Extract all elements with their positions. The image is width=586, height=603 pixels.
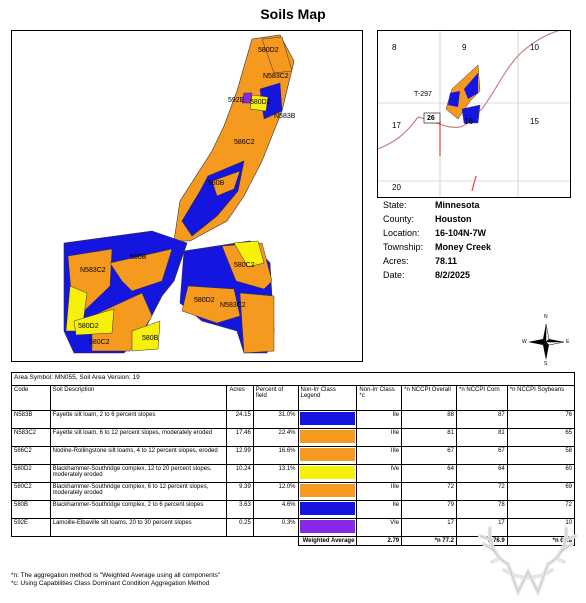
header-class-legend: Non-Irr Class Legend xyxy=(298,386,357,411)
page-title: Soils Map xyxy=(260,6,326,22)
cell-acres: 0.25 xyxy=(227,519,253,537)
footnote: *n: The aggregation method is "Weighted Average using all components" xyxy=(11,572,221,579)
table-row xyxy=(12,447,575,465)
table-row xyxy=(12,465,575,483)
township-label: Township: xyxy=(383,242,424,252)
cell-class: VIe xyxy=(357,519,402,537)
legend-swatch xyxy=(300,502,356,515)
cell-class: IIe xyxy=(357,411,402,429)
table-row xyxy=(12,483,575,501)
cell-description: Fayette silt loam, 6 to 12 percent slopes, moderately eroded xyxy=(50,429,227,447)
cell-description: Lamoille-Elbaville silt loams, 20 to 30 percent slopes xyxy=(50,519,227,537)
date-label: Date: xyxy=(383,270,405,280)
map-label: 580B xyxy=(142,335,159,342)
cell-percent: 12.0% xyxy=(253,483,298,501)
cell-percent: 31.0% xyxy=(253,411,298,429)
map-label: 580D2 xyxy=(250,99,271,106)
legend-swatch xyxy=(300,430,356,443)
soils-map-drawing xyxy=(12,31,362,361)
field-info xyxy=(383,198,491,282)
cell-corn: 81 xyxy=(456,429,507,447)
cell-corn: 64 xyxy=(456,465,507,483)
header-nccpi-soybeans: *n NCCPI Soybeans xyxy=(507,386,574,411)
location-value: 16-104N-7W xyxy=(435,228,487,238)
cell-legend-swatch xyxy=(298,447,357,465)
cell-overall: 17 xyxy=(402,519,457,537)
cell-code: 580B xyxy=(12,501,51,519)
cell-class: IIIe xyxy=(357,429,402,447)
cell-overall: 67 xyxy=(402,447,457,465)
section-label: 16 xyxy=(464,117,473,126)
cell-legend-swatch xyxy=(298,519,357,537)
footnote: *c: Using Capabilities Class Dominant Condition Aggregation Method xyxy=(11,580,210,587)
cell-percent: 4.6% xyxy=(253,501,298,519)
cell-soybeans: 65 xyxy=(507,429,574,447)
cell-code: 586C2 xyxy=(12,447,51,465)
cell-code: N583B xyxy=(12,411,51,429)
cell-code: 580D2 xyxy=(12,465,51,483)
legend-swatch xyxy=(300,484,356,497)
area-symbol-header: Area Symbol: MN055, Soil Area Version: 19 xyxy=(12,373,575,386)
cell-overall: 72 xyxy=(402,483,457,501)
location-label: Location: xyxy=(383,228,420,238)
state-value: Minnesota xyxy=(435,200,480,210)
header-description: Soil Description xyxy=(50,386,227,411)
map-label: 580C2 xyxy=(89,339,110,346)
cell-soybeans: 10 xyxy=(507,519,574,537)
map-label: 592E xyxy=(228,97,245,104)
cell-class: IIIe xyxy=(357,483,402,501)
township-value: Money Creek xyxy=(435,242,492,252)
footnotes xyxy=(11,572,220,588)
table-row xyxy=(12,429,575,447)
cell-acres: 10.24 xyxy=(227,465,253,483)
state-label: State: xyxy=(383,200,407,210)
weighted-average-label: Weighted Average xyxy=(298,537,357,546)
cell-percent: 0.3% xyxy=(253,519,298,537)
cell-class: IIe xyxy=(357,501,402,519)
header-acres: Acres xyxy=(227,386,253,411)
cell-legend-swatch xyxy=(298,411,357,429)
cell-legend-swatch xyxy=(298,501,357,519)
cell-class: IVe xyxy=(357,465,402,483)
county-value: Houston xyxy=(435,214,472,224)
map-label: 580D2 xyxy=(194,297,215,304)
map-label: 580D2 xyxy=(258,47,279,54)
map-label: 586C2 xyxy=(234,139,255,146)
cell-percent: 16.6% xyxy=(253,447,298,465)
logo-watermark xyxy=(478,514,578,598)
cell-corn: 87 xyxy=(456,411,507,429)
map-label: 580B xyxy=(208,180,225,187)
cell-soybeans: 58 xyxy=(507,447,574,465)
legend-swatch xyxy=(300,466,356,479)
soils-map[interactable] xyxy=(11,30,363,362)
section-label: 20 xyxy=(392,183,401,192)
cell-overall: 88 xyxy=(402,411,457,429)
acres-value: 78.11 xyxy=(435,256,458,266)
legend-swatch xyxy=(300,412,356,425)
compass-n: N xyxy=(544,314,548,320)
county-label: County: xyxy=(383,214,415,224)
cell-description: Blackhammer-Southridge complex, 2 to 6 percent slopes xyxy=(50,501,227,519)
header-nccpi-overall: *n NCCPI Overall xyxy=(402,386,457,411)
cell-code: 592E xyxy=(12,519,51,537)
weighted-soybeans: *n 67.8 xyxy=(507,537,574,546)
cell-acres: 9.39 xyxy=(227,483,253,501)
cell-acres: 12.99 xyxy=(227,447,253,465)
cell-soybeans: 60 xyxy=(507,465,574,483)
header-nccpi-corn: *n NCCPI Corn xyxy=(456,386,507,411)
weighted-overall: *n 77.2 xyxy=(402,537,457,546)
road-label: 26 xyxy=(427,115,435,122)
cell-corn: 17 xyxy=(456,519,507,537)
table-row xyxy=(12,411,575,429)
legend-swatch xyxy=(300,448,356,461)
cell-corn: 72 xyxy=(456,483,507,501)
map-label: 580B xyxy=(130,254,147,261)
date-value: 8/2/2025 xyxy=(435,270,471,280)
compass-e: E xyxy=(566,339,570,345)
acres-label: Acres: xyxy=(383,256,409,266)
cell-soybeans: 76 xyxy=(507,411,574,429)
road-label: T-297 xyxy=(414,91,432,98)
section-label: 9 xyxy=(462,43,467,52)
map-label: 580D2 xyxy=(78,323,99,330)
cell-overall: 79 xyxy=(402,501,457,519)
cell-corn: 78 xyxy=(456,501,507,519)
cell-acres: 24.15 xyxy=(227,411,253,429)
cell-legend-swatch xyxy=(298,465,357,483)
header-code: Code xyxy=(12,386,51,411)
compass-w: W xyxy=(522,339,527,345)
legend-swatch xyxy=(300,520,356,533)
cell-percent: 22.4% xyxy=(253,429,298,447)
cell-soybeans: 72 xyxy=(507,501,574,519)
header-percent: Percent of field xyxy=(253,386,298,411)
header-class: Non-Irr Class *c xyxy=(357,386,402,411)
cell-legend-swatch xyxy=(298,429,357,447)
cell-percent: 13.1% xyxy=(253,465,298,483)
section-label: 17 xyxy=(392,121,401,130)
cell-acres: 3.63 xyxy=(227,501,253,519)
cell-description: Blackhammer-Southridge complex, 6 to 12 percent slopes, moderately eroded xyxy=(50,483,227,501)
section-label: 15 xyxy=(530,117,539,126)
map-label: 580C2 xyxy=(234,262,255,269)
section-label: 8 xyxy=(392,43,397,52)
north-arrow-icon xyxy=(522,314,570,367)
cell-soybeans: 69 xyxy=(507,483,574,501)
location-map-drawing xyxy=(378,31,570,197)
map-label: N583B xyxy=(274,113,296,120)
compass-s: S xyxy=(544,361,548,367)
cell-description: Nodine-Rollingstone silt loams, 4 to 12 percent slopes, eroded xyxy=(50,447,227,465)
map-label: N583C2 xyxy=(263,73,289,80)
weighted-corn: *n 76.9 xyxy=(456,537,507,546)
cell-description: Fayette silt loam, 2 to 6 percent slopes xyxy=(50,411,227,429)
cell-class: IIIe xyxy=(357,447,402,465)
cell-code: N583C2 xyxy=(12,429,51,447)
map-label: N583C2 xyxy=(80,267,106,274)
section-label: 10 xyxy=(530,43,539,52)
location-map[interactable] xyxy=(377,30,571,198)
cell-code: 580C2 xyxy=(12,483,51,501)
cell-description: Blackhammer-Southridge complex, 12 to 20 percent slopes, moderately eroded xyxy=(50,465,227,483)
map-label: N583C2 xyxy=(220,302,246,309)
cell-acres: 17.46 xyxy=(227,429,253,447)
cell-legend-swatch xyxy=(298,483,357,501)
weighted-class: 2.79 xyxy=(357,537,402,546)
cell-corn: 67 xyxy=(456,447,507,465)
cell-overall: 64 xyxy=(402,465,457,483)
cell-overall: 81 xyxy=(402,429,457,447)
